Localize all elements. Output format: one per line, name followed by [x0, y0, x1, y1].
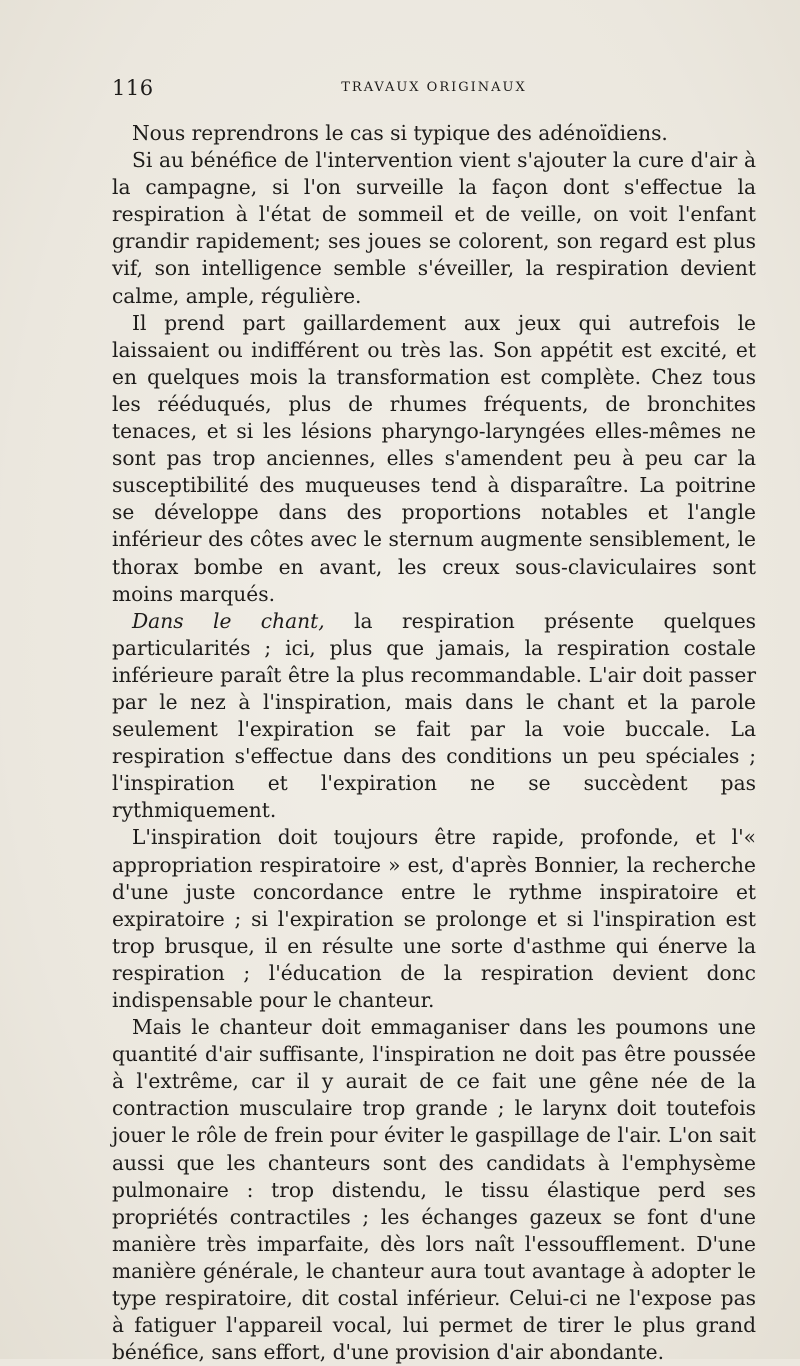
page-header [112, 76, 756, 106]
paragraph-1: Nous reprendrons le cas si typique des adénoïdiens. [132, 121, 668, 145]
paragraph-3: Il prend part gaillardement aux jeux qui autrefois le laissaient ou indifférent ou très las. Son appétit est excité, et en quelques mois la transformation est complète. Chez tous les rééduqués, plus de rhumes fréquents, de bronchites tenaces, et si les lésions pharyngo-laryngées elles-mêmes ne sont pas trop anciennes, elles s'amendent peu à peu car la susceptibilité des muqueuses tend à disparaître. La poitrine se développe dans des proportions notables et l'angle inférieur des côtes avec le sternum augmente sensiblement, le thorax bombe en avant, les creux sous-claviculaires sont moins marqués. [112, 310, 756, 606]
paragraph-4 [112, 608, 756, 825]
paragraph-6: Mais le chanteur doit emmaganiser dans les poumons une quantité d'air suffisante, l'inspiration ne doit pas être poussée à l'extrême, car il y aurait de ce fait une gêne née de la contraction musculaire trop grande ; le larynx doit toutefois jouer le rôle de frein pour éviter le gaspillage de l'air. L'on sait aussi que les chanteurs sont des candidats à l'emphysème pulmonaire : trop distendu, le tissu élastique perd ses propriétés contractiles ; les échanges gazeux se font d'une manière très imparfaite, dès lors naît l'essoufflement. D'une manière générale, le chanteur aura tout avantage à adopter le type respiratoire, dit costal inférieur. Celui-ci ne l'expose pas à fatiguer l'appareil vocal, lui permet de tirer le plus grand bénéfice, sans effort, d'une provision d'air abondante. [112, 1015, 756, 1365]
paragraph-5: L'inspiration doit toujours être rapide, profonde, et l'« appropriation respiratoire » est, d'après Bonnier, la recherche d'une juste concordance entre le rythme inspiratoire et expiratoire ; si l'expiration se prolonge et si l'inspiration est trop brusque, il en résulte une sorte d'asthme qui énerve la respiration ; l'éducation de la respiration devient donc indispensable pour le chanteur. [112, 825, 756, 1012]
paragraph-4-italic-lead: Dans le chant, [132, 608, 325, 633]
body-text [112, 120, 756, 1366]
page-number: 116 [112, 76, 154, 100]
running-title: TRAVAUX ORIGINAUX [341, 80, 527, 95]
paragraph-2: Si au bénéfice de l'intervention vient s'ajouter la cure d'air à la campagne, si l'on surveille la façon dont s'effectue la respiration à l'état de sommeil et de veille, on voit l'enfant grandir rapidement; ses joues se colorent, son regard est plus vif, son intelligence semble s'éveiller, la respiration devient calme, ample, régulière. [112, 148, 756, 308]
paragraph-4-text: la respiration présente quelques particularités ; ici, plus que jamais, la respiration costale inférieure paraît être la plus recommandable. L'air doit passer par le nez à l'inspiration, mais dans le chant et la parole seulement l'expiration se fait par la voie buccale. La respiration s'effectue dans des conditions un peu spéciales ; l'inspiration et l'expiration ne se succèdent pas rythmiquement. [112, 608, 756, 823]
